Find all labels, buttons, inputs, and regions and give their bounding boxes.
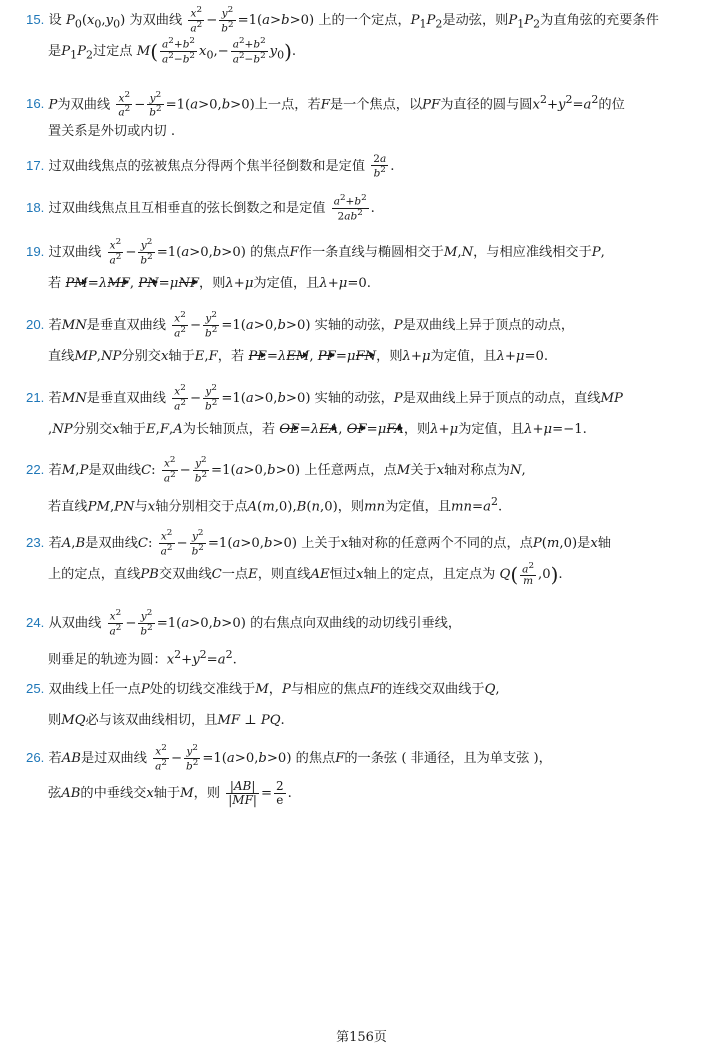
item-number: 18. bbox=[26, 200, 45, 215]
text: 一点 bbox=[221, 567, 249, 582]
text: 上关于 bbox=[301, 536, 341, 551]
text: 是双曲线 bbox=[88, 463, 142, 478]
text: 是 bbox=[48, 44, 62, 59]
text: 为直角弦的充要条件 bbox=[540, 13, 659, 28]
text: 恒过 bbox=[329, 567, 357, 582]
text: 轴对称的任意两个不同的点，点 bbox=[348, 536, 533, 551]
fraction: $\frac{x^2}{a^2}$ bbox=[155, 743, 167, 773]
item-19-line-1: 19. 过双曲线 $\frac{x^2}{a^2}$ − $\frac{y^2}{b^2}$ =1(a>0,b>0) 的焦点F作一条直线与椭圆相交于M,N，与相应准线相交于P, bbox=[26, 237, 605, 267]
item-number: 15. bbox=[26, 12, 45, 27]
fraction: $\frac{x^2}{a^2}$ bbox=[160, 528, 173, 558]
text: ，与相应准线相交于 bbox=[473, 245, 592, 260]
item-26 bbox=[26, 742, 696, 814]
item-20-line-1: 20. 若MN是垂直双曲线 $\frac{x^2}{a^2}$ − $\frac{y^2}{b^2}$ =1(a>0,b>0) 实轴的动弦，P是双曲线上异于顶点的动点， bbox=[26, 310, 575, 340]
text: 的连线交双曲线于 bbox=[379, 682, 485, 697]
fraction: $\frac{y^2}{b^2}$ bbox=[140, 608, 153, 638]
text: 是过双曲线 bbox=[80, 751, 147, 766]
item-22-line-2: 若直线PM,PN与x轴分别相交于点A(m,0),B(n,0)，则mn为定值，且$mn=a^2$. bbox=[48, 495, 503, 515]
text: 上的定点，直线 bbox=[48, 567, 141, 582]
item-21-line-1: 21. 若MN是垂直双曲线 $\frac{x^2}{a^2}$ − $\frac{y^2}{b^2}$ =1(a>0,b>0) 实轴的动弦，P是双曲线上异于顶点的动点，直线MP bbox=[26, 383, 623, 413]
item-21-line-2: ,NP分别交x轴于E,F,A为长轴顶点，若 OE=λEA, OF=μFA，则λ+μ为定值，且λ+μ=−1. bbox=[48, 422, 587, 437]
text: 作一条直线与椭圆相交于 bbox=[298, 245, 444, 260]
text: 是 bbox=[577, 536, 591, 551]
text: 为定值，且 bbox=[458, 422, 525, 437]
fraction: $\frac{a^2+b^2}{2ab^2}$ bbox=[333, 193, 367, 223]
text: 为定值，且 bbox=[385, 499, 452, 515]
item-18-line-1: 18. 过双曲线焦点且互相垂直的弦长倒数之和是定值 $\frac{a^2+b^2}{2ab^2}$ . bbox=[26, 193, 375, 223]
item-number: 16. bbox=[26, 96, 45, 112]
text: 若 bbox=[48, 536, 62, 551]
item-19-line-2: 若 PM=λMF, PN=μNF，则λ+μ为定值，且λ+μ=0. bbox=[48, 276, 371, 291]
fraction: $\frac{2a}{b^2}$ bbox=[373, 152, 387, 180]
fraction: $\frac{a^2+b^2}{a^2-b^2}$ bbox=[162, 36, 195, 66]
item-20 bbox=[26, 309, 696, 373]
text: 是一个焦点，以 bbox=[329, 97, 423, 113]
text: 置关系是外切或内切 . bbox=[48, 124, 176, 139]
text: 必与该双曲线相切，且 bbox=[85, 713, 218, 728]
text: 上任意两点，点 bbox=[304, 463, 397, 478]
text: 为双曲线 bbox=[129, 13, 183, 28]
text: 轴于 bbox=[168, 349, 195, 364]
item-22 bbox=[26, 454, 696, 518]
text: 是双曲线 bbox=[85, 536, 138, 551]
item-23 bbox=[26, 527, 696, 591]
text: 直线 bbox=[48, 349, 75, 364]
fraction: $\frac{y^2}{b^2}$ bbox=[186, 743, 199, 773]
fraction: $\frac{y^2}{b^2}$ bbox=[205, 310, 218, 340]
item-21 bbox=[26, 382, 696, 446]
fraction: $\frac{|AB|}{|MF|}$ bbox=[228, 779, 257, 807]
text: 是垂直双曲线 bbox=[86, 318, 166, 333]
text: ，则直线 bbox=[257, 567, 311, 582]
item-24-line-2: 则垂足的轨迹为圆：$x^2+y^2=a^2$. bbox=[48, 648, 237, 668]
text: 的焦点 bbox=[250, 245, 290, 260]
item-19 bbox=[26, 236, 696, 300]
fraction: $\frac{2}{e}$ bbox=[276, 779, 284, 807]
text: 关于 bbox=[410, 463, 437, 478]
item-24-line-1: 24. 从双曲线 $\frac{x^2}{a^2}$ − $\frac{y^2}{b^2}$ =1(a>0,b>0) 的右焦点向双曲线的动切线引垂线， bbox=[26, 608, 462, 638]
item-number: 19. bbox=[26, 244, 45, 259]
item-number: 25. bbox=[26, 681, 45, 696]
text: 分别交 bbox=[121, 349, 161, 364]
text: 上一点，若 bbox=[254, 97, 321, 113]
fraction: $\frac{x^2}{a^2}$ bbox=[190, 5, 203, 35]
text: 为直径的圆与圆 bbox=[440, 97, 533, 113]
item-22-line-1: 22. 若M,P是双曲线C: $\frac{x^2}{a^2}$ − $\frac{y^2}{b^2}$ =1(a>0,b>0) 上任意两点，点M关于x轴对称点为N, bbox=[26, 455, 526, 485]
text: 的焦点 bbox=[295, 751, 336, 766]
text: 轴对称点为 bbox=[444, 463, 510, 478]
item-number: 24. bbox=[26, 615, 45, 630]
text: 是垂直双曲线 bbox=[86, 391, 166, 406]
item-23-line-2: 上的定点，直线PB交双曲线C一点E，则直线AE恒过x轴上的定点，且定点为 Q( $\frac{a^2}{m}$ ,0). bbox=[48, 560, 563, 588]
item-15-line-1: 15. 设 $P_0(x_0,y_0)$ 为双曲线 $\frac{x^2}{a^2}$ − $\frac{y^2}{b^2}$ =1(a>b>0) 上的一个定点，$P_1P_2$是动弦，则$P_1P_2$为直角弦的充要条件 bbox=[26, 5, 659, 35]
item-17 bbox=[26, 150, 696, 182]
text: 过双曲线 bbox=[48, 245, 102, 260]
item-number: 21. bbox=[26, 390, 45, 405]
fraction: $\frac{x^2}{a^2}$ bbox=[109, 608, 122, 638]
text: 与相应的焦点 bbox=[290, 682, 370, 697]
fraction: $\frac{y^2}{b^2}$ bbox=[194, 455, 208, 485]
text: 为长轴顶点，若 bbox=[182, 422, 276, 437]
text: 的位 bbox=[598, 97, 625, 113]
text: 则垂足的轨迹为圆： bbox=[48, 652, 167, 668]
item-15-line-2: 是$P_1P_2$过定点 M( $\frac{a^2+b^2}{a^2-b^2}$ $x_0,-$ $\frac{a^2+b^2}{a^2-b^2}$ $y_0$). bbox=[48, 36, 297, 66]
item-25 bbox=[26, 673, 696, 737]
fraction: $\frac{y^2}{b^2}$ bbox=[191, 528, 204, 558]
text: 轴于 bbox=[119, 422, 146, 437]
item-23-line-1: 23. 若A,B是双曲线C: $\frac{x^2}{a^2}$ − $\frac{y^2}{b^2}$ =1(a>0,b>0) 上关于x轴对称的任意两个不同的点，点P(m,0)是x轴 bbox=[26, 528, 611, 558]
text: 若 bbox=[48, 276, 62, 291]
text: 弦 bbox=[48, 786, 62, 801]
text: 若 bbox=[48, 751, 62, 766]
fraction: $\frac{x^2}{a^2}$ bbox=[174, 383, 186, 413]
text: 的中垂线交 bbox=[80, 786, 147, 801]
page-number: 第156页 bbox=[336, 1030, 387, 1045]
item-number: 26. bbox=[26, 750, 45, 765]
text: 的一条弦 ( 非通径，且为单支弦 )， bbox=[344, 751, 552, 766]
fraction: $\frac{x^2}{a^2}$ bbox=[109, 237, 122, 267]
text: 若 bbox=[48, 318, 62, 333]
text: 实轴的动弦， bbox=[314, 318, 394, 333]
text: 是双曲线上异于顶点的动点， bbox=[402, 318, 575, 333]
item-18 bbox=[26, 192, 696, 224]
text: 是动弦，则 bbox=[442, 13, 509, 28]
text: 分别交 bbox=[72, 422, 113, 437]
text: 交双曲线 bbox=[158, 567, 212, 582]
item-17-line-1: 17. 过双曲线焦点的弦被焦点分得两个焦半径倒数和是定值 $\frac{2a}{b^2}$ . bbox=[26, 150, 696, 182]
item-24 bbox=[26, 607, 696, 671]
item-number: 23. bbox=[26, 535, 45, 550]
text: 为定值，且 bbox=[430, 349, 497, 364]
item-number: 20. bbox=[26, 317, 45, 332]
text: 从双曲线 bbox=[48, 616, 102, 631]
item-25-line-1: 25. 双曲线上任一点P处的切线交准线于M，P与相应的焦点F的连线交双曲线于Q, bbox=[26, 673, 696, 705]
fraction: $\frac{y^2}{b^2}$ bbox=[149, 89, 162, 119]
item-16-line-1: 16. P为双曲线 $\frac{x^2}{a^2}$ − $\frac{y^2}{b^2}$ =1(a>0,b>0)上一点，若F是一个焦点，以PF为直径的圆与圆$x^2+y^2=a^2$的位 bbox=[26, 89, 625, 119]
fraction: $\frac{a^2+b^2}{a^2-b^2}$ bbox=[232, 36, 266, 66]
item-number: 22. bbox=[26, 462, 45, 477]
text: ，则 bbox=[199, 276, 226, 291]
text: ，则 bbox=[403, 422, 431, 437]
fraction: $\frac{x^2}{a^2}$ bbox=[118, 89, 131, 119]
text: 轴 bbox=[597, 536, 611, 551]
item-26-line-1: 26. 若AB是过双曲线 $\frac{x^2}{a^2}$ − $\frac{y^2}{b^2}$ =1(a>0,b>0) 的焦点F的一条弦 ( 非通径，且为单支弦 )， bbox=[26, 743, 552, 773]
item-25-line-2: 则MQ必与该双曲线相切，且MF ⊥ PQ. bbox=[48, 713, 285, 728]
text: 处的切线交准线于 bbox=[149, 682, 256, 697]
text: 过定点 bbox=[92, 44, 133, 59]
item-16-line-2 bbox=[26, 116, 696, 148]
item-20-line-2: 直线MP,NP分别交x轴于E,F，若 PE=λEM, PF=μFN，则λ+μ为定值，且λ+μ=0. bbox=[48, 349, 549, 364]
fraction: $\frac{y^2}{b^2}$ bbox=[140, 237, 153, 267]
text: 若直线 bbox=[48, 499, 88, 515]
text: 则 bbox=[48, 713, 62, 728]
text: ，则 bbox=[337, 499, 365, 515]
text: 轴于 bbox=[153, 786, 181, 801]
text: 为定值，且 bbox=[253, 276, 320, 291]
text: 过双曲线焦点的弦被焦点分得两个焦半径倒数和是定值 bbox=[48, 159, 366, 174]
fraction: $\frac{y^2}{b^2}$ bbox=[205, 383, 218, 413]
text: 双曲线上任一点 bbox=[48, 682, 141, 697]
fraction: $\frac{x^2}{a^2}$ bbox=[163, 455, 176, 485]
item-number: 17. bbox=[26, 158, 45, 173]
text: 为双曲线 bbox=[57, 97, 111, 113]
text: 实轴的动弦， bbox=[314, 391, 394, 406]
fraction: $\frac{a^2}{m}$ bbox=[522, 560, 535, 588]
text: 过双曲线焦点且互相垂直的弦长倒数之和是定值 bbox=[48, 201, 326, 216]
text: 轴上的定点，且定点为 bbox=[363, 567, 496, 582]
item-15 bbox=[26, 4, 696, 68]
text: 的右焦点向双曲线的动切线引垂线， bbox=[250, 616, 462, 631]
fraction: $\frac{x^2}{a^2}$ bbox=[174, 310, 186, 340]
text: 是双曲线上异于顶点的动点，直线 bbox=[402, 391, 601, 406]
item-16 bbox=[26, 84, 696, 148]
text: 上的一个定点， bbox=[318, 13, 411, 28]
text: ，则 bbox=[193, 786, 221, 801]
text: ，若 bbox=[217, 349, 245, 364]
text: 若 bbox=[48, 391, 62, 406]
text: 轴分别相交于点 bbox=[155, 499, 248, 515]
text: 设 bbox=[48, 13, 62, 28]
text: ，则 bbox=[376, 349, 403, 364]
text: 与 bbox=[134, 499, 148, 515]
fraction: $\frac{y^2}{b^2}$ bbox=[221, 5, 234, 35]
text: 若 bbox=[48, 463, 62, 478]
item-26-line-2: 弦AB的中垂线交x轴于M，则 $\frac{|AB|}{|MF|}$ = $\frac{2}{e}$ . bbox=[48, 779, 292, 807]
